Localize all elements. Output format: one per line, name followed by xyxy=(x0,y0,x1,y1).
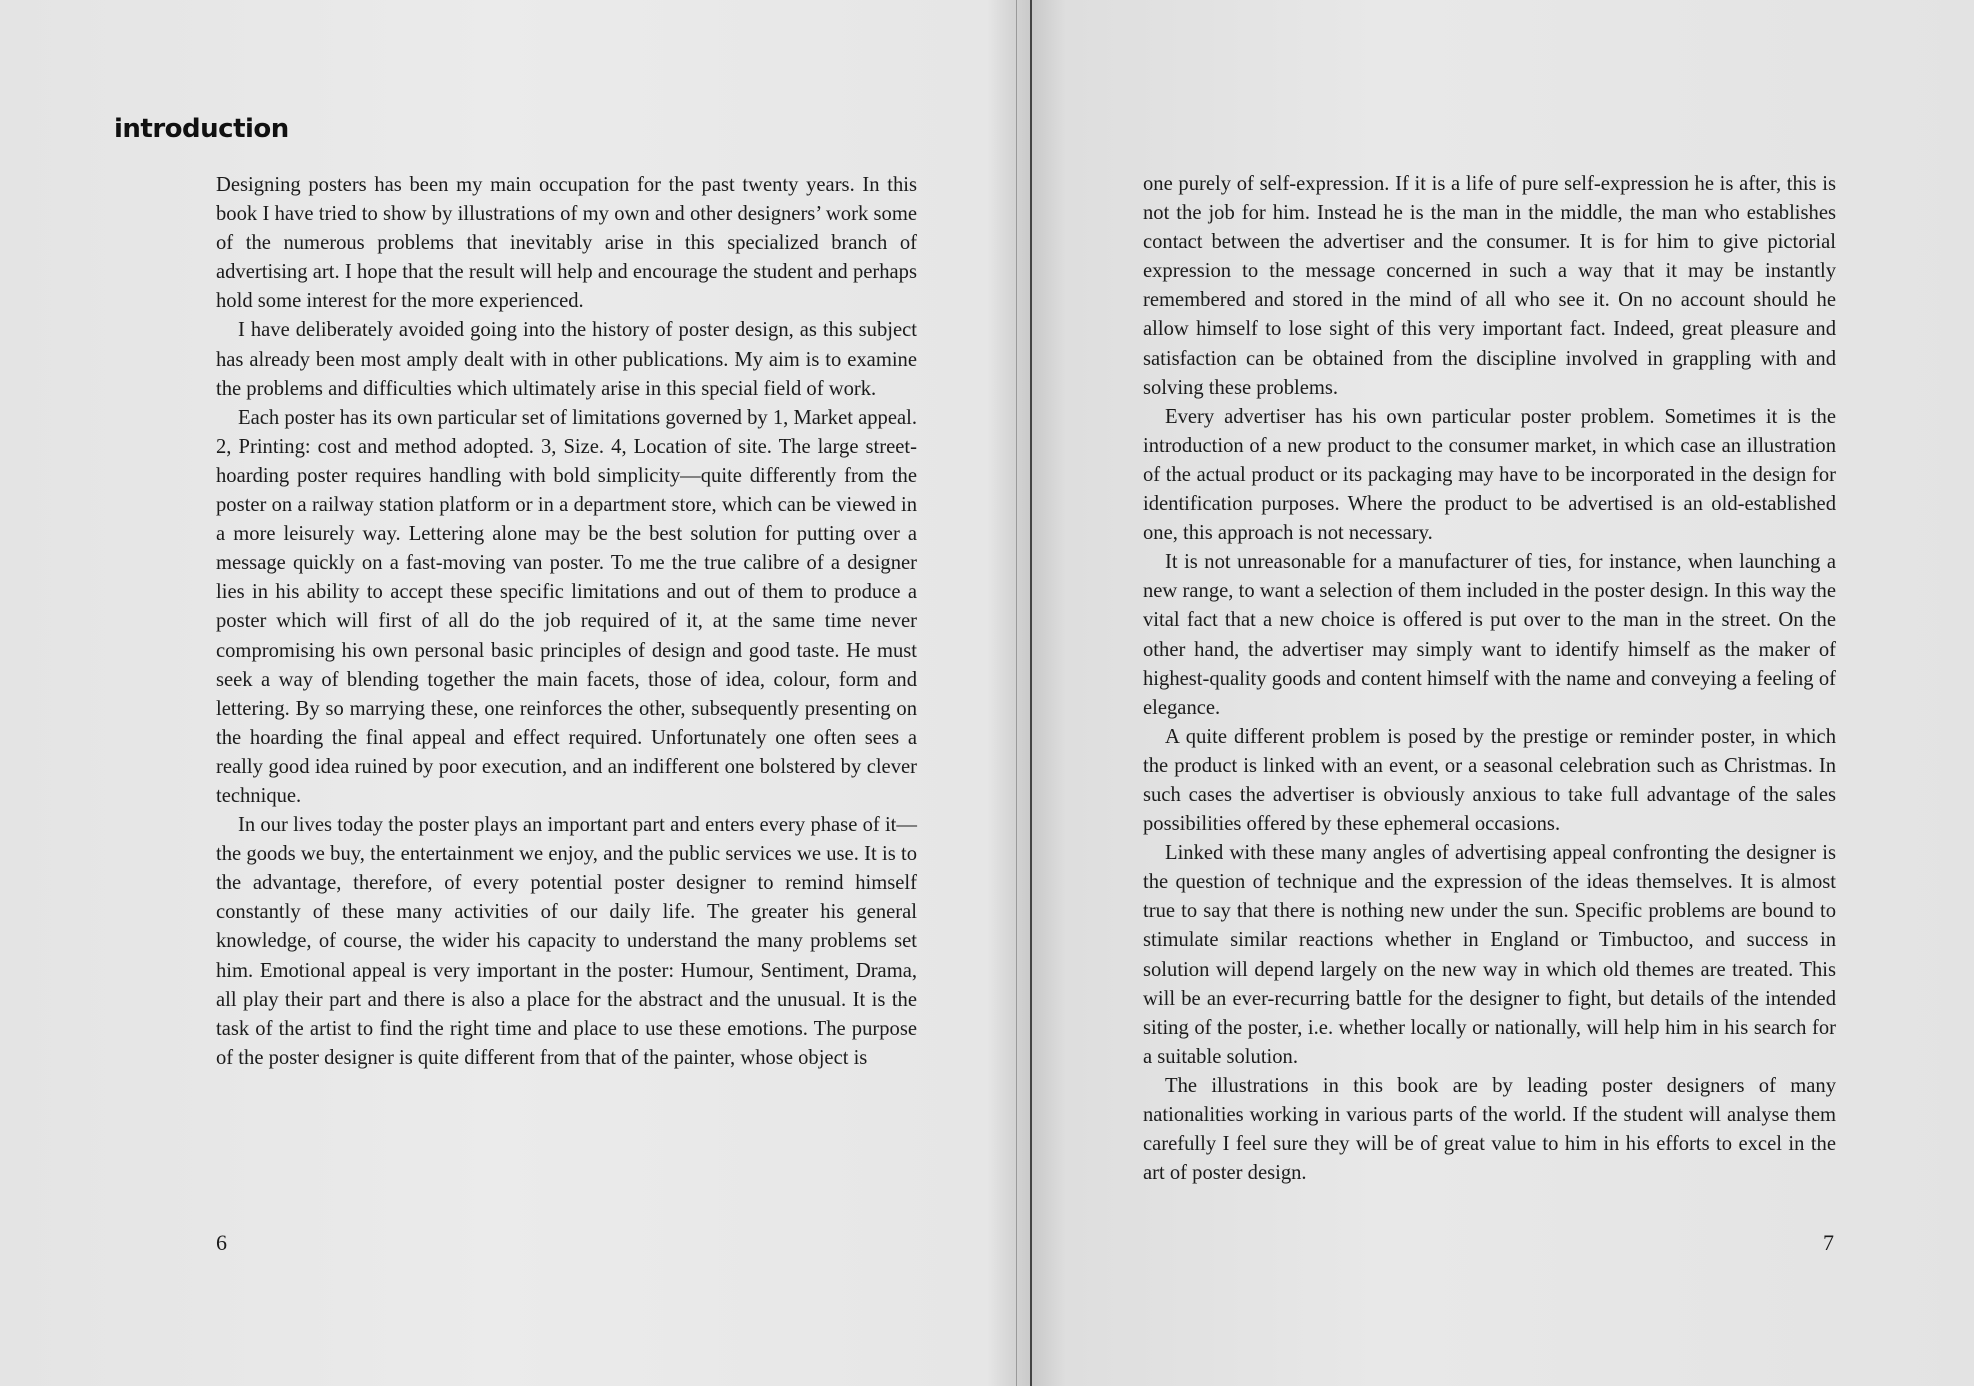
page-number: 7 xyxy=(1823,1230,1834,1255)
paragraph: I have deliberately avoided going into the history of poster design, as this subject has already been most amply dealt with in other publications. My aim is to examine the problems and difficulties which ultimately arise in this special field of work. xyxy=(216,319,917,400)
paragraph: one purely of self-expression. If it is a life of pure self-expression he is after, this is not the job for him. Instead he is the man in the middle, the man who establishes contact between the advertiser and the consumer. It is for him to give pictorial expression to the message concerned in such a way that it may be instantly remembered and stored in the mind of all who see it. On no account should he allow himself to lose sight of this very important fact. Indeed, great pleasure and satisfaction can be obtained from the discipline involved in grappling with and solving these problems. xyxy=(1143,173,1836,399)
page-number: 6 xyxy=(216,1230,227,1255)
left-page-text xyxy=(216,171,917,1073)
paragraph: In our lives today the poster plays an important part and enters every phase of it—the goods we buy, the entertainment we enjoy, and the public services we use. It is to the advantage, therefore, of every potential poster designer to remind himself constantly of these many activities of our daily life. The greater his general knowledge, of course, the wider his capacity to understand the many problems set him. Emotional appeal is very important in the poster: Humour, Sentiment, Drama, all play their part and there is also a place for the abstract and the unusual. It is the task of the artist to find the right time and place to use these emotions. The purpose of the poster designer is quite different from that of the painter, whose object is xyxy=(216,814,917,1069)
paragraph: The illustrations in this book are by leading poster designers of many nationalities working in various parts of the world. If the student will analyse them carefully I feel sure they will be of great value to him in his efforts to excel in the art of poster design. xyxy=(1143,1074,1836,1185)
paragraph: Designing posters has been my main occupation for the past twenty years. In this book I have tried to show by illustrations of my own and other designers’ work some of the numerous problems that inevitably arise in this specialized branch of advertising art. I hope that the result will help and encourage the student and perhaps hold some interest for the more experienced. xyxy=(216,174,917,313)
right-page-text xyxy=(1143,170,1836,1188)
section-heading: introduction xyxy=(114,114,289,144)
paragraph: It is not unreasonable for a manufacturer of ties, for instance, when launching a new range, to want a selection of them included in the poster design. In this way the vital fact that a new choice is offered is put over to the man in the street. On the other hand, the advertiser may simply want to identify himself as the maker of highest-quality goods and content himself with the name and conveying a feeling of elegance. xyxy=(1143,551,1836,719)
paragraph: Every advertiser has his own particular poster problem. Sometimes it is the introduction of a new product to the consumer market, in which case an illustration of the actual product or its packaging may have to be incorporated in the design for identification purposes. Where the product to be advertised is an old-established one, this approach is not necessary. xyxy=(1143,405,1836,545)
right-page xyxy=(1033,0,1974,1386)
paragraph: Linked with these many angles of advertising appeal confronting the designer is the question of technique and the expression of the ideas themselves. It is almost true to say that there is nothing new under the sun. Specific problems are bound to stimulate similar reactions whether in England or Timbuctoo, and success in solution will depend largely on the new way in which old themes are treated. This will be an ever-recurring battle for the designer to fight, but details of the intended siting of the poster, i.e. whether locally or nationally, will help him in his search for a suitable solution. xyxy=(1143,842,1836,1068)
book-gutter xyxy=(1030,0,1032,1386)
paragraph: Each poster has its own particular set of limitations governed by 1, Market appeal. 2, Printing: cost and method adopted. 3, Size. 4, Location of site. The large street-hoarding poster requires handling with bold simplicity—quite differently from the poster on a railway station platform or in a department store, which can be viewed in a more leisurely way. Lettering alone may be the best solution for putting over a message quickly on a fast-moving van poster. To me the true calibre of a designer lies in his ability to accept these specific limitations and out of them to produce a poster which will first of all do the job required of it, at the same time never compromising his own personal basic principles of design and good taste. He must seek a way of blending together the main facets, those of idea, colour, form and lettering. By so marrying these, one reinforces the other, subsequently presenting on the hoarding the final appeal and effect required. Unfortunately one often sees a really good idea ruined by poor execution, and an indifferent one bolstered by clever technique. xyxy=(216,406,917,807)
paragraph: A quite different problem is posed by the prestige or reminder poster, in which the product is linked with an event, or a seasonal celebration such as Christmas. In such cases the advertiser is obviously anxious to take full advantage of the sales possibilities offered by these ephemeral occasions. xyxy=(1143,725,1836,836)
